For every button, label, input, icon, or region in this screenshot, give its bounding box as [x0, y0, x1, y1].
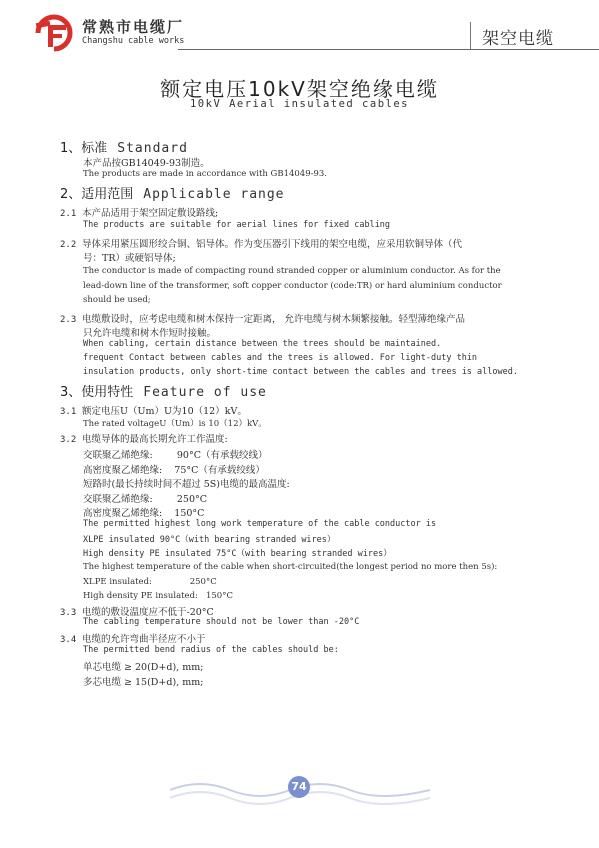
- clause-number: 3.3: [60, 608, 77, 618]
- clause-number: 3.1: [60, 407, 77, 417]
- page-title-en: 10kV Aerial insulated cables: [189, 98, 409, 110]
- clause-2-2-line: lead-down line of the transformer, soft copper conductor (code:TR) or hard aluminium conductor: [83, 281, 502, 291]
- clause-text: 导体采用紧压圆形绞合铜、铝导体。作为变压器引下线用的架空电缆，应采用软铜导体（代: [82, 239, 463, 250]
- company-name-cn: 常熟市电缆厂: [82, 18, 185, 36]
- clause-2-2-line: should be used;: [83, 295, 151, 305]
- clause-number: 2.3: [60, 315, 77, 325]
- clause-2-3-line: frequent Contact between cables and the trees is allowed. For light-duty thin: [83, 353, 478, 363]
- clause-number: 2.1: [60, 209, 77, 219]
- clause-text: 电缆的允许弯曲半径应不小于: [82, 634, 206, 645]
- clause-number: 2.2: [60, 240, 77, 250]
- section-3-heading-cn: 3、使用特性: [60, 385, 134, 400]
- clause-2-1: [60, 205, 218, 219]
- clause-number: 3.4: [60, 635, 77, 645]
- clause-3-2: [60, 431, 228, 445]
- clause-2-3: [60, 311, 465, 325]
- section-1-line: 本产品按GB14049-93制造。: [83, 158, 210, 169]
- clause-text: 电缆的敷设温度应不低于-20°C: [82, 607, 214, 618]
- company-logo-icon: [34, 13, 74, 53]
- clause-number: 3.2: [60, 435, 77, 445]
- clause-3-3: [60, 604, 214, 618]
- clause-3-2-line: 高密度聚乙烯绝缘: 150°C: [83, 508, 205, 519]
- section-1-heading: [60, 137, 188, 156]
- section-2-heading: [60, 183, 285, 202]
- section-2-heading-en: Applicable range: [143, 187, 285, 202]
- clause-2-3-line: When cabling, certain distance between the trees should be maintained.: [83, 339, 442, 349]
- section-2-heading-cn: 2、适用范围: [60, 187, 134, 202]
- clause-3-4: [60, 631, 206, 645]
- clause-text: 电缆导体的最高长期允许工作温度:: [82, 434, 228, 445]
- section-3-heading-en: Feature of use: [143, 385, 267, 400]
- page-number-badge: 74: [288, 776, 310, 798]
- section-3-heading: [60, 381, 267, 400]
- clause-3-2-line: 高密度聚乙烯绝缘: 75°C（有承载绞线）: [83, 465, 265, 476]
- section-1-line: The products are made in accordance with GB14049-93.: [83, 169, 328, 179]
- clause-text: 额定电压U（Um）U为10（12）kV。: [82, 406, 247, 417]
- clause-text: 本产品适用于架空固定敷设路线;: [82, 208, 219, 219]
- header-divider: [470, 22, 471, 50]
- section-tab: 架空电缆: [482, 29, 554, 49]
- clause-3-4-line: 多芯电缆 ≥ 15(D+d), mm;: [83, 677, 204, 688]
- header-rule: [178, 49, 599, 50]
- clause-3-2-line: High density PE insulated: 150°C: [83, 591, 233, 601]
- section-1-heading-cn: 1、标准: [60, 141, 108, 156]
- clause-3-2-line: 交联聚乙烯绝缘: 250°C: [83, 494, 208, 505]
- clause-2-3-line: 只允许电缆和树木作短时接触。: [83, 328, 217, 339]
- clause-2-2-line: 号：TR）或硬铝导体;: [83, 253, 176, 264]
- page-header: [0, 0, 599, 58]
- company-name-en: Changshu cable works: [82, 36, 185, 46]
- clause-3-1-line: The rated voltageU（Um）is 10（12）kV。: [83, 419, 267, 429]
- clause-3-2-line: 短路时(最长持续时间不超过 5S)电缆的最高温度:: [83, 479, 290, 490]
- clause-3-3-line: The cabling temperature should not be lower than -20°C: [83, 617, 360, 627]
- clause-2-3-line: insulation products, only short-time contact between the cables and trees is allowed.: [83, 367, 518, 377]
- clause-text: 电缆敷设时，应考虑电缆和树木保持一定距离， 允许电缆与树木频繁接触。轻型薄绝缘产品: [82, 314, 466, 325]
- clause-3-4-line: 单芯电缆 ≥ 20(D+d), mm;: [83, 662, 204, 673]
- clause-3-2-line: XLPE insulated: 250°C: [83, 577, 217, 587]
- clause-3-4-line: The permitted bend radius of the cables should be:: [83, 645, 339, 655]
- page-title-cn: 额定电压10kV架空绝缘电缆: [160, 77, 439, 101]
- clause-3-2-line: The highest temperature of the cable when short-circuited(the longest period no more then 5s):: [83, 562, 498, 572]
- clause-3-2-line: The permitted highest long work temperature of the cable conductor is: [83, 519, 437, 529]
- clause-3-1: [60, 403, 247, 417]
- section-1-heading-en: Standard: [117, 141, 188, 156]
- clause-2-2-line: The conductor is made of compacting round stranded copper or aluminium conductor. As for the: [83, 266, 501, 276]
- clause-2-1-en: The products are suitable for aerial lines for fixed cabling: [83, 220, 391, 230]
- clause-3-2-line: XLPE insulated 90°C（with bearing stranded wires）: [83, 535, 336, 545]
- clause-3-2-line: 交联聚乙烯绝缘: 90°C（有承载绞线）: [83, 450, 268, 461]
- clause-3-2-line: High density PE insulated 75°C（with bearing stranded wires）: [83, 549, 392, 559]
- clause-2-2: [60, 236, 462, 250]
